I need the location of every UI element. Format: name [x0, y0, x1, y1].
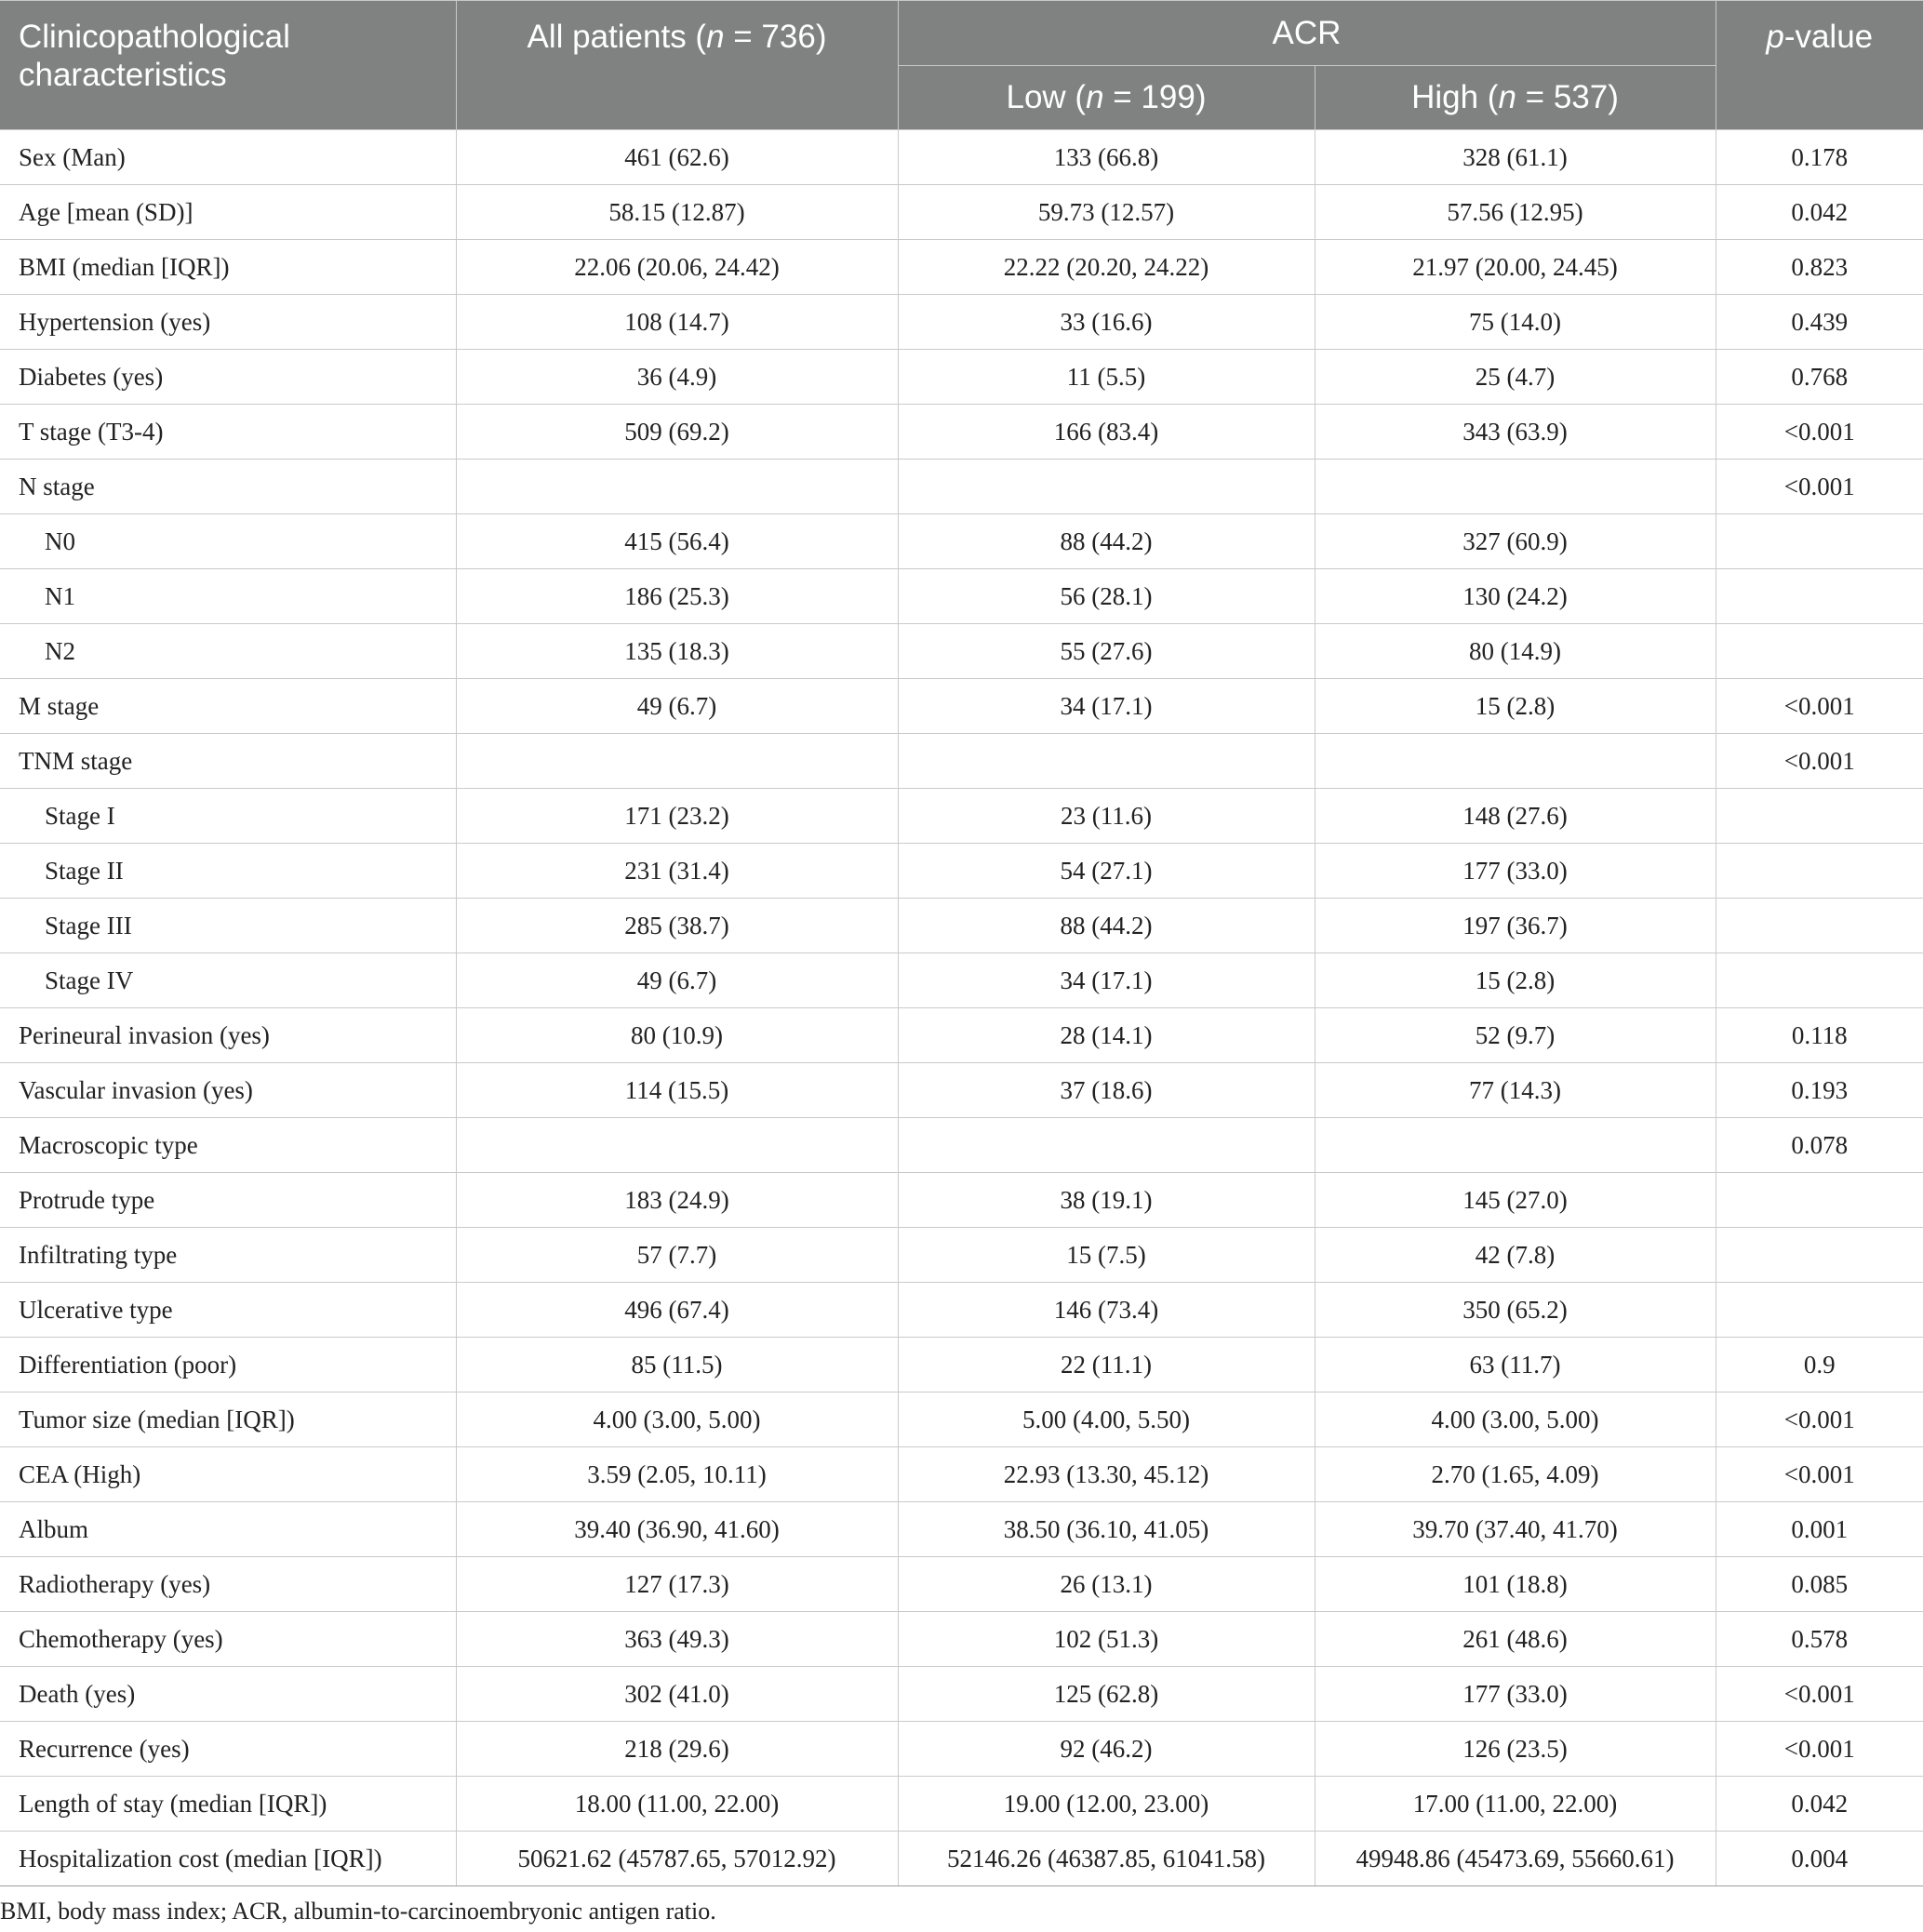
- header-all-n: n: [706, 19, 725, 55]
- table-row: [0, 405, 1923, 460]
- cell-acr-low: 146 (73.4): [898, 1283, 1315, 1338]
- cell-all-patients: [456, 1118, 898, 1173]
- table-header: [0, 1, 1923, 130]
- table-row: [0, 1392, 1923, 1447]
- table-row: [0, 1612, 1923, 1667]
- cell-acr-high: 177 (33.0): [1315, 1667, 1716, 1722]
- cell-p-value: <0.001: [1716, 734, 1923, 789]
- header-high-prefix: High (: [1411, 79, 1499, 116]
- row-label: Hypertension (yes): [0, 295, 456, 350]
- cell-acr-high: 101 (18.8): [1315, 1557, 1716, 1612]
- cell-acr-high: 350 (65.2): [1315, 1283, 1716, 1338]
- cell-acr-high: 177 (33.0): [1315, 844, 1716, 899]
- header-acr-group: [898, 1, 1716, 66]
- cell-acr-high: 52 (9.7): [1315, 1008, 1716, 1063]
- header-row-1: [0, 1, 1923, 66]
- cell-acr-low: 15 (7.5): [898, 1228, 1315, 1283]
- table-row: [0, 789, 1923, 844]
- cell-all-patients: 3.59 (2.05, 10.11): [456, 1447, 898, 1502]
- table-row: [0, 1283, 1923, 1338]
- cell-all-patients: 39.40 (36.90, 41.60): [456, 1502, 898, 1557]
- table-row: [0, 1722, 1923, 1777]
- table-row: [0, 569, 1923, 624]
- table-row: [0, 1447, 1923, 1502]
- cell-p-value: 0.768: [1716, 350, 1923, 405]
- cell-acr-low: [898, 1118, 1315, 1173]
- cell-acr-low: 54 (27.1): [898, 844, 1315, 899]
- cell-acr-high: 4.00 (3.00, 5.00): [1315, 1392, 1716, 1447]
- cell-all-patients: 509 (69.2): [456, 405, 898, 460]
- cell-all-patients: 50621.62 (45787.65, 57012.92): [456, 1832, 898, 1886]
- cell-acr-high: 130 (24.2): [1315, 569, 1716, 624]
- cell-p-value: [1716, 899, 1923, 953]
- header-characteristics: [0, 1, 456, 130]
- table-row: [0, 734, 1923, 789]
- table-row: [0, 240, 1923, 295]
- cell-acr-low: 56 (28.1): [898, 569, 1315, 624]
- header-p-suffix: -value: [1783, 19, 1874, 55]
- header-low: [898, 65, 1315, 130]
- row-label: Album: [0, 1502, 456, 1557]
- row-label: M stage: [0, 679, 456, 734]
- cell-acr-low: 5.00 (4.00, 5.50): [898, 1392, 1315, 1447]
- cell-p-value: [1716, 624, 1923, 679]
- table-row: [0, 1667, 1923, 1722]
- cell-acr-low: 92 (46.2): [898, 1722, 1315, 1777]
- cell-acr-high: 21.97 (20.00, 24.45): [1315, 240, 1716, 295]
- cell-acr-low: 19.00 (12.00, 23.00): [898, 1777, 1315, 1832]
- row-label: Macroscopic type: [0, 1118, 456, 1173]
- cell-p-value: [1716, 1173, 1923, 1228]
- cell-all-patients: 285 (38.7): [456, 899, 898, 953]
- table-row: [0, 899, 1923, 953]
- cell-acr-high: 148 (27.6): [1315, 789, 1716, 844]
- cell-acr-high: 15 (2.8): [1315, 679, 1716, 734]
- cell-acr-high: 63 (11.7): [1315, 1338, 1716, 1392]
- cell-p-value: [1716, 569, 1923, 624]
- table-row: [0, 1063, 1923, 1118]
- cell-p-value: 0.078: [1716, 1118, 1923, 1173]
- cell-p-value: <0.001: [1716, 1722, 1923, 1777]
- cell-p-value: 0.085: [1716, 1557, 1923, 1612]
- row-label: Infiltrating type: [0, 1228, 456, 1283]
- cell-all-patients: 80 (10.9): [456, 1008, 898, 1063]
- cell-acr-high: 15 (2.8): [1315, 953, 1716, 1008]
- cell-acr-high: 25 (4.7): [1315, 350, 1716, 405]
- cell-p-value: <0.001: [1716, 1667, 1923, 1722]
- header-p-italic: p: [1766, 19, 1784, 55]
- row-label: Hospitalization cost (median [IQR]): [0, 1832, 456, 1886]
- table-row: [0, 953, 1923, 1008]
- cell-p-value: 0.042: [1716, 1777, 1923, 1832]
- header-low-prefix: Low (: [1006, 79, 1087, 116]
- table-row: [0, 1832, 1923, 1886]
- cell-acr-low: 88 (44.2): [898, 899, 1315, 953]
- cell-acr-low: 22 (11.1): [898, 1338, 1315, 1392]
- row-label: TNM stage: [0, 734, 456, 789]
- row-label: Chemotherapy (yes): [0, 1612, 456, 1667]
- row-label: Ulcerative type: [0, 1283, 456, 1338]
- cell-all-patients: 461 (62.6): [456, 130, 898, 185]
- row-label: Age [mean (SD)]: [0, 185, 456, 240]
- table-row: [0, 130, 1923, 185]
- cell-acr-low: 38.50 (36.10, 41.05): [898, 1502, 1315, 1557]
- row-label: Stage I: [0, 789, 456, 844]
- cell-p-value: <0.001: [1716, 1447, 1923, 1502]
- cell-all-patients: 49 (6.7): [456, 953, 898, 1008]
- cell-acr-low: 22.22 (20.20, 24.22): [898, 240, 1315, 295]
- cell-acr-low: [898, 460, 1315, 514]
- row-label: Length of stay (median [IQR]): [0, 1777, 456, 1832]
- cell-all-patients: 4.00 (3.00, 5.00): [456, 1392, 898, 1447]
- row-label: Vascular invasion (yes): [0, 1063, 456, 1118]
- cell-acr-low: [898, 734, 1315, 789]
- cell-all-patients: 135 (18.3): [456, 624, 898, 679]
- cell-all-patients: 85 (11.5): [456, 1338, 898, 1392]
- cell-all-patients: 114 (15.5): [456, 1063, 898, 1118]
- cell-p-value: [1716, 514, 1923, 569]
- cell-all-patients: 183 (24.9): [456, 1173, 898, 1228]
- header-low-count: = 199): [1103, 79, 1207, 116]
- cell-acr-low: 37 (18.6): [898, 1063, 1315, 1118]
- cell-all-patients: 496 (67.4): [456, 1283, 898, 1338]
- cell-p-value: 0.118: [1716, 1008, 1923, 1063]
- row-label: N stage: [0, 460, 456, 514]
- cell-acr-low: 34 (17.1): [898, 953, 1315, 1008]
- row-label: BMI (median [IQR]): [0, 240, 456, 295]
- row-label: Sex (Man): [0, 130, 456, 185]
- cell-acr-high: 328 (61.1): [1315, 130, 1716, 185]
- cell-all-patients: 186 (25.3): [456, 569, 898, 624]
- table-body: [0, 130, 1923, 1886]
- table-row: [0, 1777, 1923, 1832]
- cell-acr-low: 52146.26 (46387.85, 61041.58): [898, 1832, 1315, 1886]
- header-p-value: [1716, 1, 1923, 130]
- header-all-patients: [456, 1, 898, 130]
- header-all-prefix: All patients (: [527, 19, 707, 55]
- cell-acr-high: 77 (14.3): [1315, 1063, 1716, 1118]
- cell-p-value: <0.001: [1716, 405, 1923, 460]
- row-label: N1: [0, 569, 456, 624]
- table-row: [0, 1338, 1923, 1392]
- cell-all-patients: 415 (56.4): [456, 514, 898, 569]
- cell-acr-low: 33 (16.6): [898, 295, 1315, 350]
- cell-p-value: 0.9: [1716, 1338, 1923, 1392]
- header-acr-label: ACR: [1272, 14, 1342, 51]
- header-low-n: n: [1086, 79, 1104, 116]
- table-row: [0, 1228, 1923, 1283]
- row-label: CEA (High): [0, 1447, 456, 1502]
- row-label: N0: [0, 514, 456, 569]
- cell-p-value: <0.001: [1716, 679, 1923, 734]
- row-label: Protrude type: [0, 1173, 456, 1228]
- cell-all-patients: 36 (4.9): [456, 350, 898, 405]
- cell-acr-high: 57.56 (12.95): [1315, 185, 1716, 240]
- cell-p-value: [1716, 789, 1923, 844]
- row-label: Death (yes): [0, 1667, 456, 1722]
- row-label: Stage IV: [0, 953, 456, 1008]
- cell-acr-low: 166 (83.4): [898, 405, 1315, 460]
- cell-acr-low: 34 (17.1): [898, 679, 1315, 734]
- table-row: [0, 185, 1923, 240]
- cell-acr-high: 39.70 (37.40, 41.70): [1315, 1502, 1716, 1557]
- cell-all-patients: 363 (49.3): [456, 1612, 898, 1667]
- cell-all-patients: 22.06 (20.06, 24.42): [456, 240, 898, 295]
- cell-acr-low: 102 (51.3): [898, 1612, 1315, 1667]
- cell-p-value: 0.042: [1716, 185, 1923, 240]
- row-label: Radiotherapy (yes): [0, 1557, 456, 1612]
- row-label: Stage III: [0, 899, 456, 953]
- cell-all-patients: 49 (6.7): [456, 679, 898, 734]
- cell-acr-high: 145 (27.0): [1315, 1173, 1716, 1228]
- header-all-count: = 736): [724, 19, 827, 55]
- row-label: Diabetes (yes): [0, 350, 456, 405]
- cell-p-value: [1716, 953, 1923, 1008]
- table-row: [0, 350, 1923, 405]
- table-row: [0, 1008, 1923, 1063]
- header-high-n: n: [1498, 79, 1516, 116]
- cell-acr-high: 17.00 (11.00, 22.00): [1315, 1777, 1716, 1832]
- cell-acr-low: 23 (11.6): [898, 789, 1315, 844]
- cell-acr-low: 125 (62.8): [898, 1667, 1315, 1722]
- cell-p-value: <0.001: [1716, 1392, 1923, 1447]
- cell-all-patients: 302 (41.0): [456, 1667, 898, 1722]
- row-label: Tumor size (median [IQR]): [0, 1392, 456, 1447]
- cell-p-value: [1716, 1283, 1923, 1338]
- cell-acr-high: 49948.86 (45473.69, 55660.61): [1315, 1832, 1716, 1886]
- cell-acr-high: [1315, 734, 1716, 789]
- header-characteristics-label: Clinicopathological characteristics: [19, 19, 290, 93]
- cell-acr-high: 2.70 (1.65, 4.09): [1315, 1447, 1716, 1502]
- cell-acr-high: [1315, 460, 1716, 514]
- cell-acr-low: 11 (5.5): [898, 350, 1315, 405]
- table-row: [0, 624, 1923, 679]
- cell-acr-high: [1315, 1118, 1716, 1173]
- cell-acr-high: 75 (14.0): [1315, 295, 1716, 350]
- cell-acr-high: 42 (7.8): [1315, 1228, 1716, 1283]
- cell-p-value: 0.439: [1716, 295, 1923, 350]
- cell-acr-low: 38 (19.1): [898, 1173, 1315, 1228]
- table-row: [0, 1173, 1923, 1228]
- cell-p-value: 0.823: [1716, 240, 1923, 295]
- cell-acr-high: 197 (36.7): [1315, 899, 1716, 953]
- cell-p-value: 0.578: [1716, 1612, 1923, 1667]
- cell-acr-low: 55 (27.6): [898, 624, 1315, 679]
- cell-all-patients: [456, 734, 898, 789]
- cell-p-value: 0.178: [1716, 130, 1923, 185]
- table-row: [0, 844, 1923, 899]
- table-row: [0, 679, 1923, 734]
- cell-acr-high: 327 (60.9): [1315, 514, 1716, 569]
- cell-p-value: <0.001: [1716, 460, 1923, 514]
- cell-p-value: 0.001: [1716, 1502, 1923, 1557]
- cell-p-value: 0.004: [1716, 1832, 1923, 1886]
- cell-p-value: [1716, 844, 1923, 899]
- cell-all-patients: 108 (14.7): [456, 295, 898, 350]
- table-row: [0, 295, 1923, 350]
- cell-p-value: 0.193: [1716, 1063, 1923, 1118]
- cell-all-patients: 18.00 (11.00, 22.00): [456, 1777, 898, 1832]
- cell-acr-low: 88 (44.2): [898, 514, 1315, 569]
- cell-acr-low: 28 (14.1): [898, 1008, 1315, 1063]
- cell-acr-high: 343 (63.9): [1315, 405, 1716, 460]
- cell-acr-high: 126 (23.5): [1315, 1722, 1716, 1777]
- row-label: Differentiation (poor): [0, 1338, 456, 1392]
- cell-all-patients: 58.15 (12.87): [456, 185, 898, 240]
- row-label: Stage II: [0, 844, 456, 899]
- cell-acr-low: 22.93 (13.30, 45.12): [898, 1447, 1315, 1502]
- row-label: Recurrence (yes): [0, 1722, 456, 1777]
- header-high-count: = 537): [1516, 79, 1619, 116]
- row-label: T stage (T3-4): [0, 405, 456, 460]
- cell-acr-low: 59.73 (12.57): [898, 185, 1315, 240]
- table-row: [0, 1557, 1923, 1612]
- row-label: Perineural invasion (yes): [0, 1008, 456, 1063]
- table-row: [0, 514, 1923, 569]
- cell-all-patients: 57 (7.7): [456, 1228, 898, 1283]
- table-row: [0, 460, 1923, 514]
- cell-all-patients: [456, 460, 898, 514]
- row-label: N2: [0, 624, 456, 679]
- cell-p-value: [1716, 1228, 1923, 1283]
- cell-all-patients: 127 (17.3): [456, 1557, 898, 1612]
- header-high: [1315, 65, 1716, 130]
- cell-all-patients: 231 (31.4): [456, 844, 898, 899]
- table-footnote: BMI, body mass index; ACR, albumin-to-carcinoembryonic antigen ratio.: [0, 1898, 716, 1925]
- cell-acr-low: 26 (13.1): [898, 1557, 1315, 1612]
- cell-acr-high: 80 (14.9): [1315, 624, 1716, 679]
- cell-all-patients: 171 (23.2): [456, 789, 898, 844]
- table-row: [0, 1118, 1923, 1173]
- cell-all-patients: 218 (29.6): [456, 1722, 898, 1777]
- table-row: [0, 1502, 1923, 1557]
- cell-acr-low: 133 (66.8): [898, 130, 1315, 185]
- cell-acr-high: 261 (48.6): [1315, 1612, 1716, 1667]
